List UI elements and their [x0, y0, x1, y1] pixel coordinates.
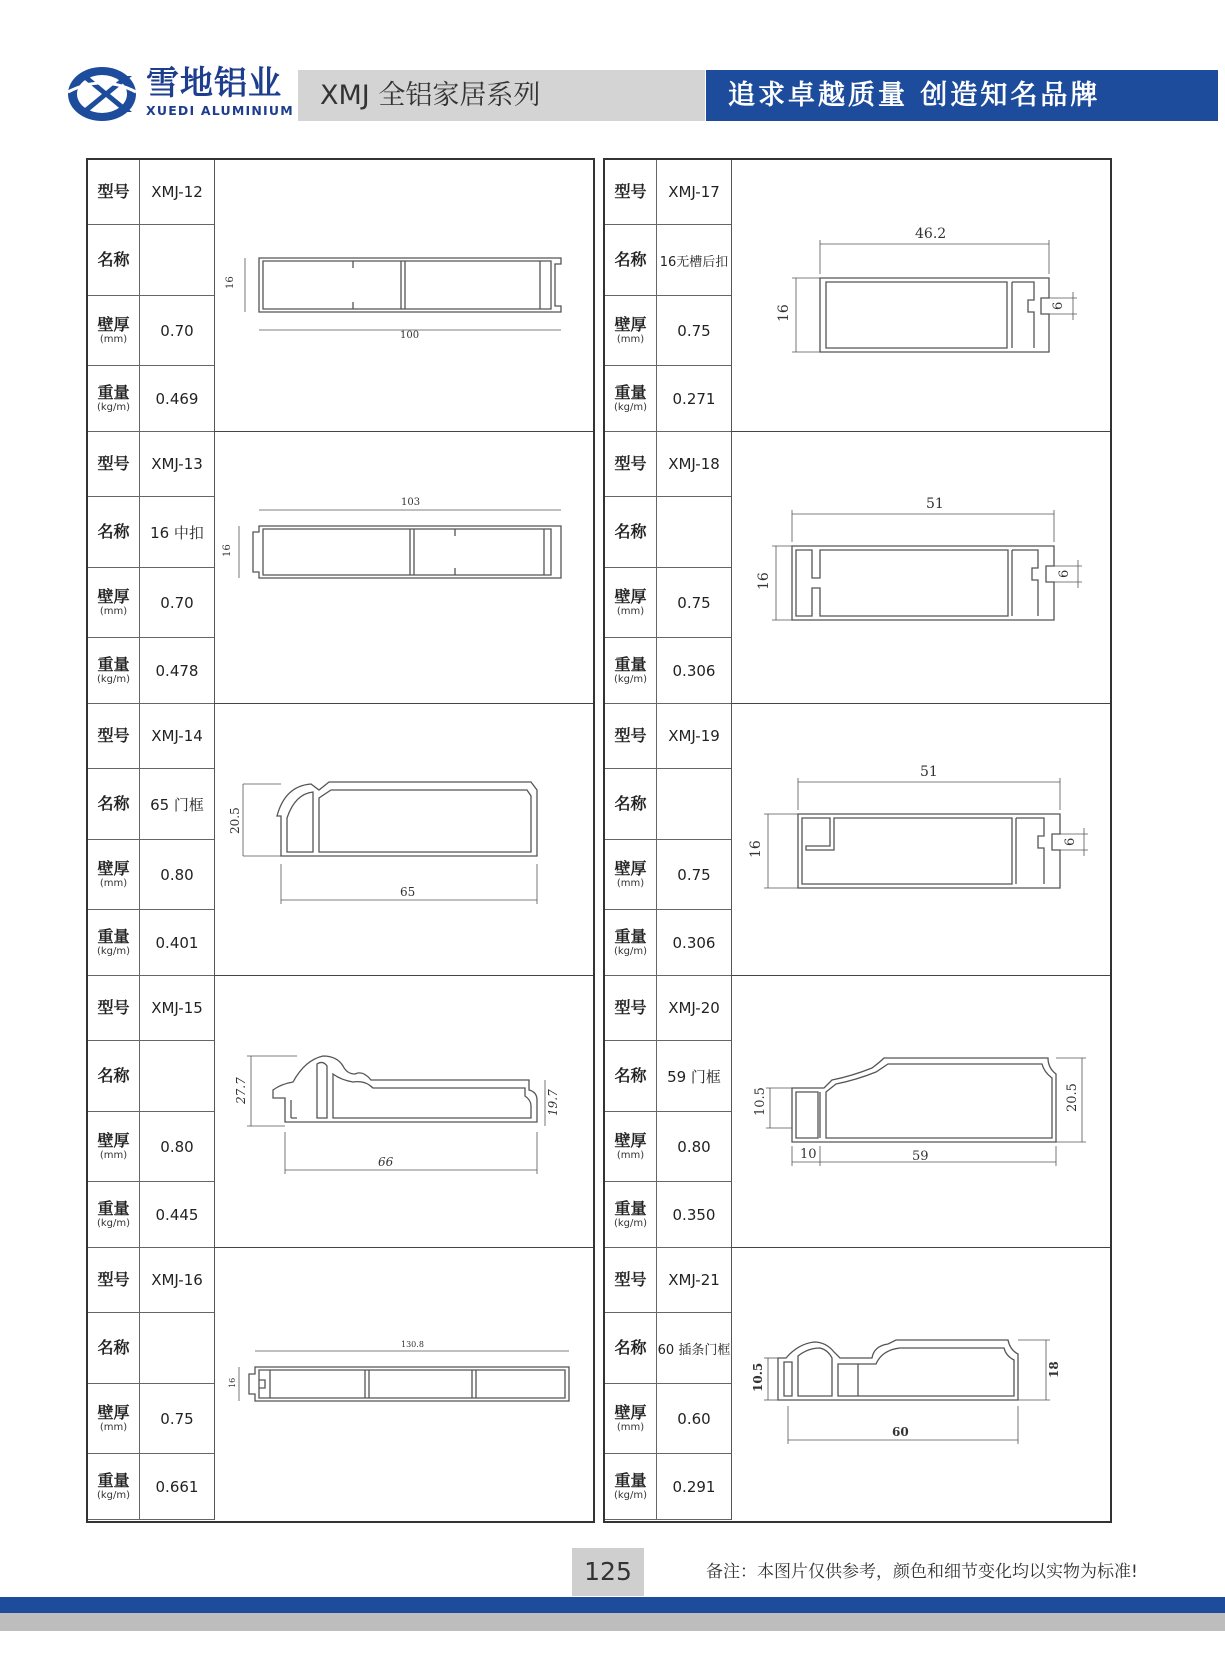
product-card	[88, 976, 593, 1248]
name-row	[88, 497, 214, 568]
dim-label: 16	[776, 304, 792, 322]
name-row	[88, 769, 214, 840]
model-row	[605, 160, 731, 225]
weight-label: 重量	[97, 654, 130, 674]
thickness-label: 壁厚	[614, 1130, 647, 1150]
name-value: 59 门框	[667, 1067, 721, 1086]
dim-label: 100	[400, 330, 420, 341]
name-label: 名称	[97, 522, 130, 541]
thickness-label: 壁厚	[97, 1130, 130, 1150]
thickness-label: 壁厚	[614, 586, 647, 606]
weight-row	[88, 1454, 214, 1520]
footer-blue-bar	[0, 1597, 1225, 1613]
thickness-value: 0.80	[160, 865, 194, 884]
name-value	[140, 1313, 214, 1383]
weight-row	[605, 910, 731, 976]
thickness-unit: (mm)	[616, 605, 645, 617]
weight-unit: (kg/m)	[96, 401, 131, 413]
name-label: 名称	[614, 1338, 647, 1357]
weight-value: 0.661	[155, 1477, 199, 1496]
profile-drawing	[215, 160, 593, 432]
weight-value: 0.291	[672, 1477, 716, 1496]
name-value: 16 中扣	[150, 523, 204, 542]
model-label: 型号	[97, 454, 130, 473]
name-label: 名称	[97, 1066, 130, 1085]
name-row	[605, 769, 731, 840]
weight-value: 0.306	[672, 661, 716, 680]
thickness-unit: (mm)	[99, 877, 128, 889]
dim-label: 6	[1057, 569, 1072, 578]
model-value: XMJ-19	[668, 727, 720, 745]
product-card	[88, 432, 593, 704]
thickness-label: 壁厚	[614, 858, 647, 878]
dim-label: 16	[228, 1377, 237, 1388]
thickness-value: 0.75	[677, 321, 711, 340]
dim-label: 66	[378, 1155, 394, 1169]
weight-unit: (kg/m)	[96, 945, 131, 957]
weight-row	[605, 366, 731, 432]
name-label: 名称	[97, 250, 130, 269]
model-value: XMJ-15	[151, 999, 203, 1017]
model-value: XMJ-20	[668, 999, 720, 1017]
weight-label: 重量	[97, 382, 130, 402]
thickness-unit: (mm)	[99, 333, 128, 345]
weight-row	[88, 638, 214, 704]
thickness-row	[605, 568, 731, 638]
page-number: 125	[572, 1548, 644, 1596]
dim-label: 46.2	[915, 226, 947, 242]
profile-drawing	[732, 1248, 1110, 1520]
model-row	[88, 1248, 214, 1313]
footer-gray-bar	[0, 1613, 1225, 1631]
model-row	[88, 432, 214, 497]
name-value: 60 插条门框	[657, 1342, 731, 1358]
name-label: 名称	[97, 1338, 130, 1357]
weight-row	[605, 1182, 731, 1248]
name-label: 名称	[614, 522, 647, 541]
thickness-unit: (mm)	[616, 333, 645, 345]
model-label: 型号	[614, 182, 647, 201]
thickness-row	[88, 568, 214, 638]
model-label: 型号	[97, 1270, 130, 1289]
dim-label: 10	[800, 1147, 817, 1162]
product-card	[88, 160, 593, 432]
model-label: 型号	[97, 726, 130, 745]
thickness-row	[88, 296, 214, 366]
model-row	[88, 704, 214, 769]
name-label: 名称	[614, 794, 647, 813]
dim-label: 60	[892, 1425, 909, 1439]
weight-unit: (kg/m)	[96, 673, 131, 685]
brand-name-en: XUEDI ALUMINIUM	[146, 103, 294, 118]
weight-row	[605, 638, 731, 704]
model-label: 型号	[97, 182, 130, 201]
thickness-label: 壁厚	[97, 858, 130, 878]
name-value: 65 门框	[150, 795, 204, 814]
series-title: XMJ 全铝家居系列	[298, 70, 705, 121]
left-product-panel	[86, 158, 595, 1523]
thickness-row	[88, 1112, 214, 1182]
dim-label: 51	[920, 764, 938, 780]
thickness-label: 壁厚	[97, 586, 130, 606]
model-row	[605, 432, 731, 497]
dim-label: 16	[222, 544, 233, 557]
thickness-unit: (mm)	[616, 877, 645, 889]
weight-value: 0.306	[672, 933, 716, 952]
thickness-value: 0.80	[677, 1137, 711, 1156]
dim-label: 6	[1063, 837, 1078, 846]
thickness-label: 壁厚	[614, 314, 647, 334]
thickness-row	[605, 1112, 731, 1182]
model-value: XMJ-17	[668, 183, 720, 201]
product-card	[605, 704, 1110, 976]
model-row	[88, 976, 214, 1041]
dim-label: 10.5	[753, 1087, 768, 1116]
thickness-value: 0.70	[160, 321, 194, 340]
name-row	[605, 1313, 731, 1384]
thickness-label: 壁厚	[97, 1402, 130, 1422]
slogan-banner: 追求卓越质量 创造知名品牌	[706, 70, 1218, 121]
weight-unit: (kg/m)	[96, 1217, 131, 1229]
model-row	[88, 160, 214, 225]
model-label: 型号	[614, 1270, 647, 1289]
thickness-unit: (mm)	[99, 1421, 128, 1433]
weight-label: 重量	[97, 1198, 130, 1218]
name-label: 名称	[97, 794, 130, 813]
weight-unit: (kg/m)	[613, 945, 648, 957]
thickness-label: 壁厚	[614, 1402, 647, 1422]
model-label: 型号	[614, 726, 647, 745]
name-value	[657, 497, 731, 567]
dim-label: 20.5	[228, 807, 242, 834]
name-value	[140, 225, 214, 295]
name-value	[140, 1041, 214, 1111]
weight-label: 重量	[97, 1470, 130, 1490]
name-row	[605, 1041, 731, 1112]
model-value: XMJ-14	[151, 727, 203, 745]
weight-label: 重量	[614, 654, 647, 674]
dim-label: 18	[1047, 1361, 1061, 1378]
profile-drawing	[732, 432, 1110, 704]
profile-drawing	[215, 704, 593, 976]
weight-label: 重量	[614, 382, 647, 402]
brand-name-cn: 雪地铝业	[146, 63, 282, 102]
weight-row	[605, 1454, 731, 1520]
name-value: 16无槽后扣	[659, 254, 729, 270]
weight-unit: (kg/m)	[613, 1489, 648, 1501]
model-label: 型号	[614, 998, 647, 1017]
model-label: 型号	[97, 998, 130, 1017]
dim-label: 27.7	[234, 1077, 248, 1104]
thickness-row	[605, 1384, 731, 1454]
weight-value: 0.350	[672, 1205, 716, 1224]
dim-label: 16	[748, 840, 764, 858]
weight-label: 重量	[614, 1470, 647, 1490]
thickness-row	[88, 840, 214, 910]
thickness-value: 0.75	[677, 865, 711, 884]
dim-label: 20.5	[1065, 1083, 1080, 1112]
xuedi-logo-icon	[66, 64, 138, 124]
weight-value: 0.445	[155, 1205, 199, 1224]
dim-label: 130.8	[401, 1340, 424, 1349]
weight-unit: (kg/m)	[613, 1217, 648, 1229]
dim-label: 65	[400, 885, 416, 899]
name-value	[657, 769, 731, 839]
model-value: XMJ-12	[151, 183, 203, 201]
weight-label: 重量	[97, 926, 130, 946]
weight-row	[88, 910, 214, 976]
model-label: 型号	[614, 454, 647, 473]
name-label: 名称	[614, 250, 647, 269]
weight-row	[88, 366, 214, 432]
thickness-row	[605, 840, 731, 910]
product-card	[88, 1248, 593, 1520]
product-card	[605, 1248, 1110, 1520]
dim-label: 59	[912, 1149, 929, 1164]
thickness-unit: (mm)	[99, 1149, 128, 1161]
profile-drawing	[215, 976, 593, 1248]
weight-value: 0.401	[155, 933, 199, 952]
dim-label: 6	[1051, 301, 1066, 310]
thickness-value: 0.60	[677, 1409, 711, 1428]
model-value: XMJ-21	[668, 1271, 720, 1289]
profile-drawing	[215, 432, 593, 704]
model-value: XMJ-18	[668, 455, 720, 473]
dim-label: 51	[926, 496, 944, 512]
profile-drawing	[215, 1248, 593, 1520]
thickness-row	[88, 1384, 214, 1454]
weight-unit: (kg/m)	[613, 673, 648, 685]
weight-label: 重量	[614, 926, 647, 946]
disclaimer-note: 备注：本图片仅供参考，颜色和细节变化均以实物为标准!	[706, 1562, 1138, 1582]
name-label: 名称	[614, 1066, 647, 1085]
dim-label: 16	[756, 572, 772, 590]
weight-unit: (kg/m)	[96, 1489, 131, 1501]
weight-label: 重量	[614, 1198, 647, 1218]
product-card	[605, 432, 1110, 704]
thickness-unit: (mm)	[99, 605, 128, 617]
model-row	[605, 1248, 731, 1313]
thickness-value: 0.75	[677, 593, 711, 612]
thickness-label: 壁厚	[97, 314, 130, 334]
weight-value: 0.469	[155, 389, 199, 408]
dim-label: 19.7	[546, 1089, 560, 1116]
profile-drawing	[732, 976, 1110, 1248]
dim-label: 10.5	[751, 1362, 765, 1392]
name-row	[605, 497, 731, 568]
name-row	[605, 225, 731, 296]
dim-label: 103	[401, 497, 421, 508]
product-card	[605, 976, 1110, 1248]
product-card	[605, 160, 1110, 432]
thickness-value: 0.80	[160, 1137, 194, 1156]
profile-drawing	[732, 160, 1110, 432]
name-row	[88, 1041, 214, 1112]
weight-row	[88, 1182, 214, 1248]
model-row	[605, 704, 731, 769]
right-product-panel	[603, 158, 1112, 1523]
weight-unit: (kg/m)	[613, 401, 648, 413]
thickness-value: 0.75	[160, 1409, 194, 1428]
model-row	[605, 976, 731, 1041]
thickness-row	[605, 296, 731, 366]
thickness-unit: (mm)	[616, 1421, 645, 1433]
name-row	[88, 1313, 214, 1384]
profile-drawing	[732, 704, 1110, 976]
model-value: XMJ-13	[151, 455, 203, 473]
name-row	[88, 225, 214, 296]
model-value: XMJ-16	[151, 1271, 203, 1289]
weight-value: 0.271	[672, 389, 716, 408]
product-card	[88, 704, 593, 976]
weight-value: 0.478	[155, 661, 199, 680]
thickness-unit: (mm)	[616, 1149, 645, 1161]
thickness-value: 0.70	[160, 593, 194, 612]
dim-label: 16	[225, 276, 236, 289]
